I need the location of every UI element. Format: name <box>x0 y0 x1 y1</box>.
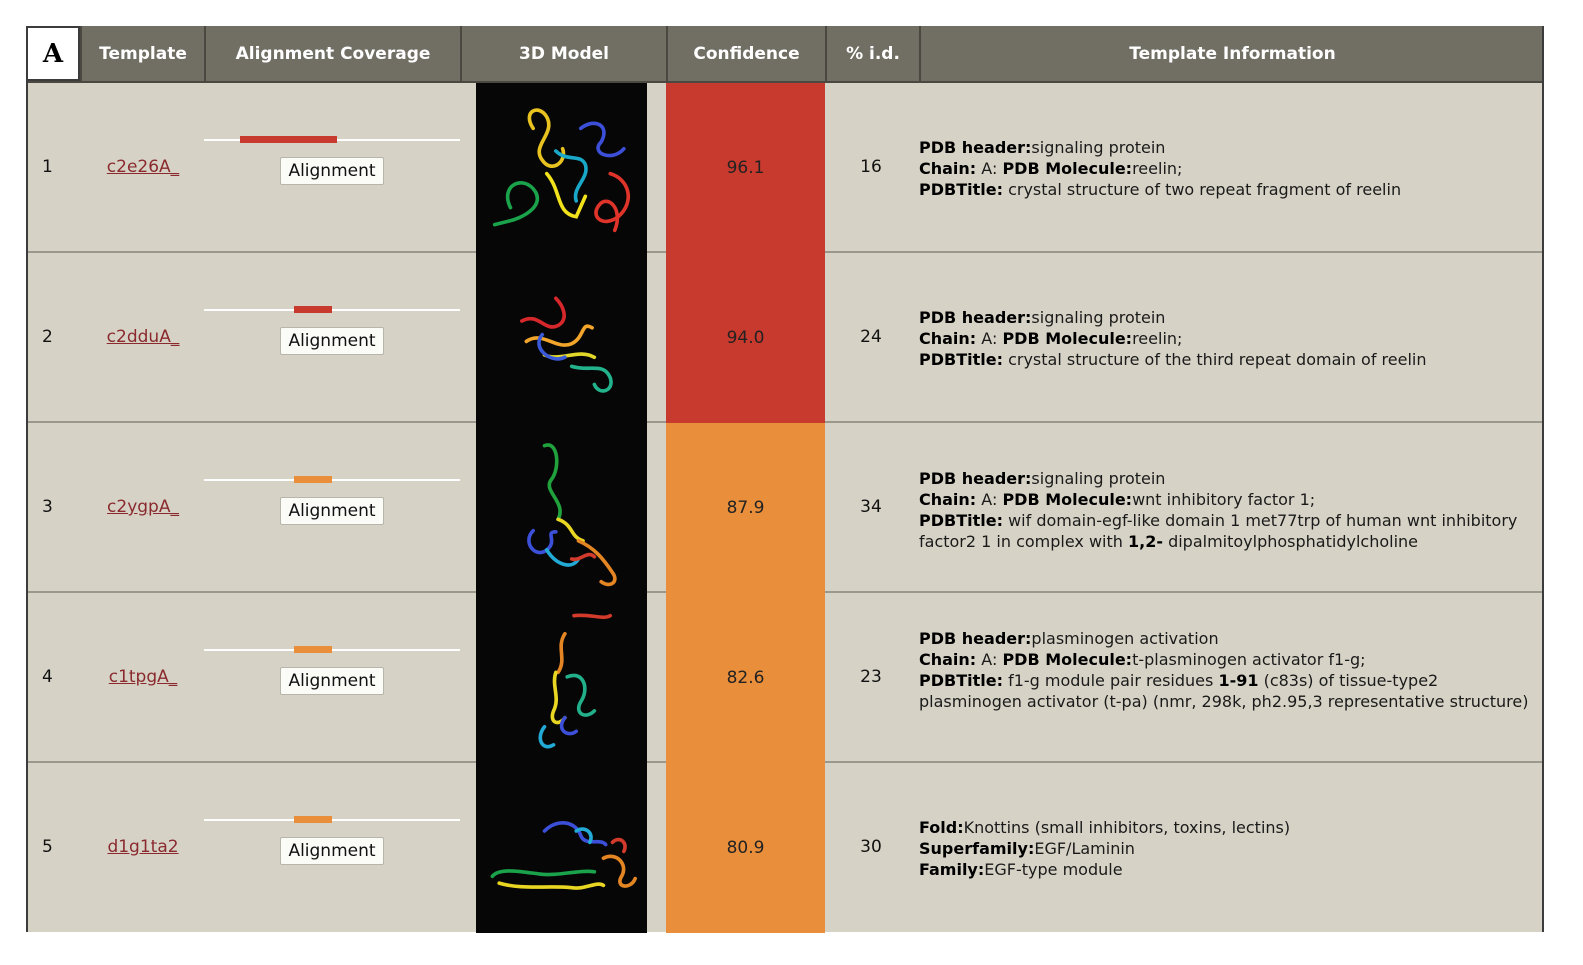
protein-3d-model[interactable] <box>476 83 647 253</box>
protein-3d-model[interactable] <box>476 763 647 933</box>
template-link[interactable]: c2e26A_ <box>106 157 180 177</box>
info-label: PDBTitle: <box>919 670 1003 690</box>
coverage-track <box>204 479 460 481</box>
template-link[interactable]: c2dduA_ <box>106 327 180 347</box>
confidence-value: 96.1 <box>666 83 825 253</box>
coverage-track <box>204 309 460 311</box>
info-text: wif domain-egf-like domain 1 met77trp of human wnt inhibitory factor2 1 in complex with <box>919 511 1518 551</box>
info-line <box>919 628 1529 649</box>
info-text: signaling protein <box>1031 307 1166 327</box>
info-line <box>919 468 1529 489</box>
info-text: A: <box>976 158 1003 178</box>
template-info <box>919 307 1529 370</box>
info-label: Fold: <box>919 817 964 837</box>
template-link[interactable]: c1tpgA_ <box>108 667 178 687</box>
alignment-button[interactable]: Alignment <box>280 667 384 695</box>
confidence-value: 80.9 <box>666 763 825 933</box>
info-line <box>919 307 1529 328</box>
coverage-bar <box>240 136 337 143</box>
info-label: PDBTitle: <box>919 511 1003 530</box>
info-label: PDB header: <box>919 469 1032 488</box>
info-line <box>919 489 1529 510</box>
info-label: Superfamily: <box>919 838 1035 858</box>
info-line <box>919 859 1529 880</box>
template-link[interactable]: d1g1ta2 <box>107 837 179 857</box>
protein-3d-model[interactable] <box>476 423 647 593</box>
info-text-bold: 1-91 <box>1218 670 1259 690</box>
confidence-value: 87.9 <box>666 423 825 593</box>
info-text: EGF-type module <box>984 859 1123 879</box>
info-text: signaling protein <box>1031 137 1166 157</box>
alignment-button[interactable]: Alignment <box>280 837 384 865</box>
info-line <box>919 179 1529 200</box>
info-label: Chain: <box>919 158 977 178</box>
info-text: (c83s) of tissue-type2 plasminogen activator (t-pa) (nmr, 298k, ph2.95,3 representative structure) <box>919 670 1529 711</box>
protein-ribbon-icon <box>476 253 647 423</box>
table-row <box>28 253 1542 423</box>
protein-ribbon-icon <box>476 83 647 253</box>
row-number: 3 <box>42 497 53 517</box>
protein-3d-model[interactable] <box>476 593 647 763</box>
info-text: crystal structure of the third repeat domain of reelin <box>1002 349 1427 369</box>
template-info <box>919 628 1529 712</box>
info-label: PDB Molecule: <box>1002 649 1133 669</box>
info-label: Chain: <box>919 328 977 348</box>
info-text: A: <box>976 649 1003 669</box>
info-text: dipalmitoylphosphatidylcholine <box>1162 532 1418 551</box>
info-label: Chain: <box>919 649 977 669</box>
table-row <box>28 423 1542 593</box>
column-header-coverage[interactable]: Alignment Coverage <box>204 26 460 81</box>
alignment-button[interactable]: Alignment <box>280 157 384 185</box>
coverage-track <box>204 649 460 651</box>
info-text: wnt inhibitory factor 1; <box>1132 490 1316 509</box>
info-text: reelin; <box>1132 158 1183 178</box>
info-text: t-plasminogen activator f1-g; <box>1132 649 1366 669</box>
panel-letter: A <box>28 26 80 81</box>
confidence-value: 82.6 <box>666 593 825 763</box>
info-line <box>919 510 1529 552</box>
alignment-button[interactable]: Alignment <box>280 497 384 525</box>
table-row <box>28 83 1542 253</box>
percent-identity: 16 <box>860 157 882 177</box>
template-link[interactable]: c2ygpA_ <box>107 497 179 517</box>
percent-identity: 30 <box>860 837 882 857</box>
coverage-bar <box>294 476 332 483</box>
info-label: PDB Molecule: <box>1002 490 1133 509</box>
info-label: PDBTitle: <box>919 179 1003 199</box>
info-text-bold: 1,2- <box>1128 532 1163 551</box>
info-line <box>919 838 1529 859</box>
info-label: PDB header: <box>919 307 1032 327</box>
template-results-table <box>26 26 1544 932</box>
info-line <box>919 649 1529 670</box>
template-info <box>919 817 1529 880</box>
info-text: A: <box>976 328 1003 348</box>
info-label: Chain: <box>919 490 977 509</box>
column-header-3d-model[interactable]: 3D Model <box>460 26 666 81</box>
info-text: EGF/Laminin <box>1034 838 1135 858</box>
percent-identity: 23 <box>860 667 882 687</box>
protein-ribbon-icon <box>476 763 647 933</box>
confidence-value: 94.0 <box>666 253 825 423</box>
info-label: PDB Molecule: <box>1002 328 1133 348</box>
info-line <box>919 137 1529 158</box>
row-number: 4 <box>42 667 53 687</box>
coverage-bar <box>294 816 332 823</box>
column-header-template[interactable]: Template <box>80 26 204 81</box>
template-info <box>919 468 1529 552</box>
info-label: PDBTitle: <box>919 349 1003 369</box>
info-text: A: <box>976 490 1003 509</box>
info-text: f1-g module pair residues <box>1002 670 1219 690</box>
info-label: PDB header: <box>919 628 1032 648</box>
info-text: Knottins (small inhibitors, toxins, lectins) <box>963 817 1291 837</box>
info-label: PDB Molecule: <box>1002 158 1133 178</box>
table-header <box>28 26 1542 83</box>
info-label: Family: <box>919 859 985 879</box>
info-line <box>919 328 1529 349</box>
row-number: 2 <box>42 327 53 347</box>
column-header-identity[interactable]: % i.d. <box>825 26 919 81</box>
info-line <box>919 670 1529 712</box>
percent-identity: 24 <box>860 327 882 347</box>
info-label: PDB header: <box>919 137 1032 157</box>
protein-ribbon-icon <box>476 423 647 593</box>
info-line <box>919 349 1529 370</box>
protein-ribbon-icon <box>476 593 647 763</box>
info-line <box>919 158 1529 179</box>
coverage-bar <box>294 646 332 653</box>
row-number: 5 <box>42 837 53 857</box>
template-info <box>919 137 1529 200</box>
table-row <box>28 593 1542 763</box>
column-header-confidence[interactable]: Confidence <box>666 26 825 81</box>
alignment-button[interactable]: Alignment <box>280 327 384 355</box>
coverage-track <box>204 819 460 821</box>
info-text: plasminogen activation <box>1031 628 1219 648</box>
row-number: 1 <box>42 157 53 177</box>
info-text: crystal structure of two repeat fragment of reelin <box>1002 179 1402 199</box>
info-line <box>919 817 1529 838</box>
coverage-bar <box>294 306 332 313</box>
protein-3d-model[interactable] <box>476 253 647 423</box>
table-row <box>28 763 1542 933</box>
info-text: reelin; <box>1132 328 1183 348</box>
column-header-template-info[interactable]: Template Information <box>919 26 1544 81</box>
percent-identity: 34 <box>860 497 882 517</box>
info-text: signaling protein <box>1031 469 1166 488</box>
